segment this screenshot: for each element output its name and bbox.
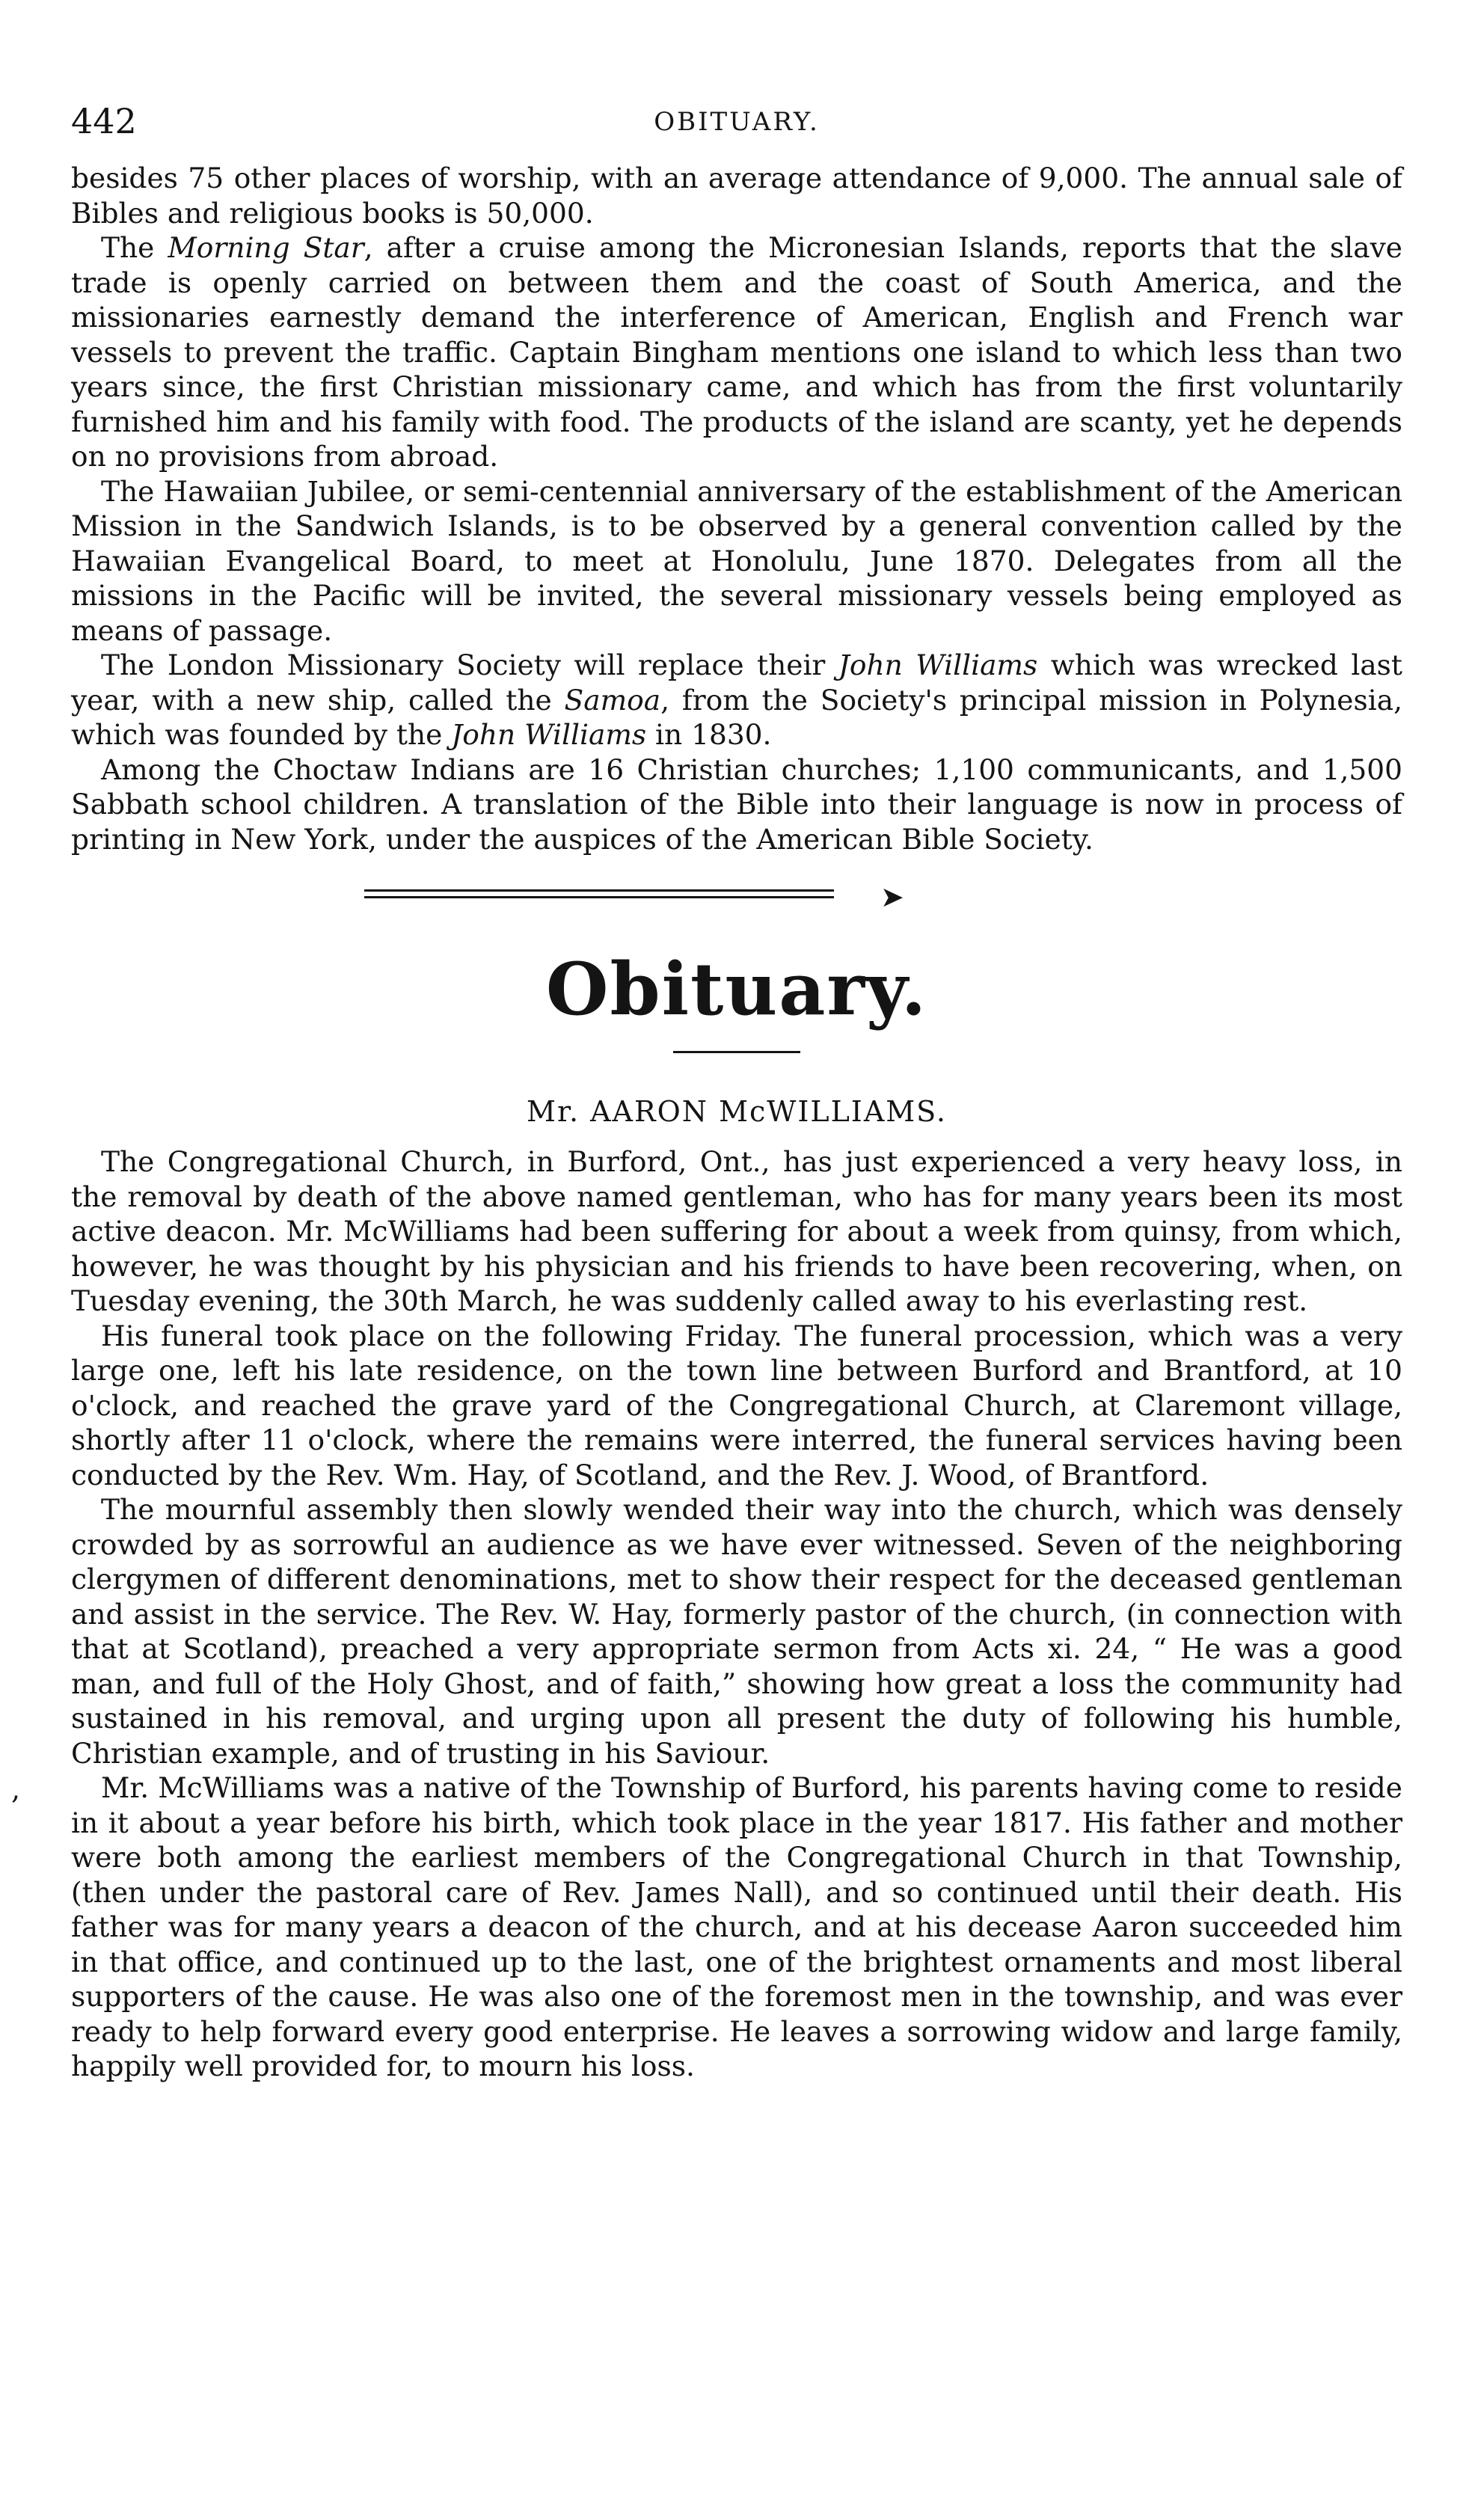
paragraph xyxy=(71,230,1402,474)
text-run: , from the Society's principal mission in Polynesia, which was founded by the xyxy=(71,683,1402,751)
person-heading: Mr. AARON McWILLIAMS. xyxy=(527,1095,947,1128)
text-run: which was wrecked last year, with a new ship, called the xyxy=(71,649,1402,717)
text-run: The xyxy=(101,231,168,264)
margin-mark: , xyxy=(11,1773,21,1806)
paragraph xyxy=(71,648,1402,752)
page-header xyxy=(71,101,1402,161)
italic-text: Morning Star xyxy=(168,231,364,264)
text-run: The Congregational Church, in Burford, Ont., has just experienced a very heavy loss, in the removal by death of the above named gentleman, who has for many years been its most active deacon. Mr. McWilliams had been suffering for about a week from quinsy, from which, however, he was thought by his physician and his friends to have been recovering, when, on Tuesday evening, the 30th March, he was suddenly called away to his everlasting rest. xyxy=(71,1145,1402,1317)
pointing-hand-ornament-icon: ➤ xyxy=(880,880,904,913)
short-rule xyxy=(673,1051,800,1053)
paragraph xyxy=(71,1492,1402,1771)
section-divider xyxy=(71,867,1402,915)
double-rule xyxy=(364,889,834,898)
paragraph xyxy=(71,1144,1402,1319)
text-run: His funeral took place on the following Friday. The funeral procession, which was a very large one, left his late residence, on the town line between Burford and Brantford, at 10 o'clock, and reached the grave yard of the Congregational Church, at Claremont village, shortly after 11 o'clock, where the remains were interred, the funeral services having been conducted by the Rev. Wm. Hay, of Scotland, and the Rev. J. Wood, of Brantford. xyxy=(71,1319,1402,1492)
paragraph xyxy=(71,1319,1402,1493)
text-run: besides 75 other places of worship, with an average attendance of 9,000. The annual sale of Bibles and religious books is 50,000. xyxy=(71,162,1402,230)
paragraph xyxy=(71,474,1402,649)
obituary-heading: Obituary. xyxy=(545,947,928,1031)
text-run: Mr. McWilliams was a native of the Township of Burford, his parents having come to reside in it about a year before his birth, which took place in the year 1817. His father and mother were both among the earliest members of the Congregational Church in that Township, (then under the pastoral care of Rev. James Nall), and so continued until their death. His father was for many years a deacon of the church, and at his decease Aaron succeeded him in that office, and continued up to the last, one of the brightest ornaments and most liberal supporters of the cause. He was also one of the foremost men in the township, and was ever ready to help forward every good enterprise. He leaves a sorrowing widow and large family, happily well provided for, to mourn his loss. xyxy=(71,1771,1402,2082)
italic-text: Samoa xyxy=(564,683,661,717)
page xyxy=(11,101,1402,2480)
text-run: The Hawaiian Jubilee, or semi-centennial anniversary of the establishment of the American Mission in the Sandwich Islands, is to be observed by a general convention called by the Hawaiian Evangelical Board, to meet at Honolulu, June 1870. Delegates from all the missions in the Pacific will be invited, the several missionary vessels being employed as means of passage. xyxy=(71,474,1402,647)
italic-text: John Williams xyxy=(451,718,647,751)
text-run: The London Missionary Society will replace their xyxy=(101,649,838,681)
page-number: 442 xyxy=(71,101,137,141)
running-head: OBITUARY. xyxy=(654,107,820,137)
missionary-intelligence-section xyxy=(71,161,1402,856)
text-run: Among the Choctaw Indians are 16 Christian churches; 1,100 communicants, and 1,500 Sabbath school children. A translation of the Bible into their language is now in process of printing in New York, under the auspices of the American Bible Society. xyxy=(71,752,1402,856)
paragraph xyxy=(71,161,1402,230)
text-run: The mournful assembly then slowly wended their way into the church, which was densely crowded by as sorrowful an audience as we have ever witnessed. Seven of the neighboring clergymen of different denominations, met to show their respect for the deceased gentleman and assist in the service. The Rev. W. Hay, formerly pastor of the church, (in connection with that at Scotland), preached a very appropriate sermon from Acts xi. 24, “ He was a good man, and full of the Holy Ghost, and of faith,” showing how great a loss the community had sustained in his removal, and urging upon all present the duty of following his humble, Christian example, and of trusting in his Saviour. xyxy=(71,1493,1402,1770)
text-run: , after a cruise among the Micronesian Islands, reports that the slave trade is openly carried on between them and the coast of South America, and the missionaries earnestly demand the interference of American, English and French war vessels to prevent the traffic. Captain Bingham mentions one island to which less than two years since, the first Christian missionary came, and which has from the first voluntarily furnished him and his family with food. The products of the island are scanty, yet he depends on no provisions from abroad. xyxy=(71,231,1402,473)
text-run: in 1830. xyxy=(646,718,772,751)
italic-text: John Williams xyxy=(838,649,1038,681)
paragraph xyxy=(71,1771,1402,2084)
paragraph xyxy=(71,752,1402,857)
obituary-body xyxy=(71,1144,1402,2084)
